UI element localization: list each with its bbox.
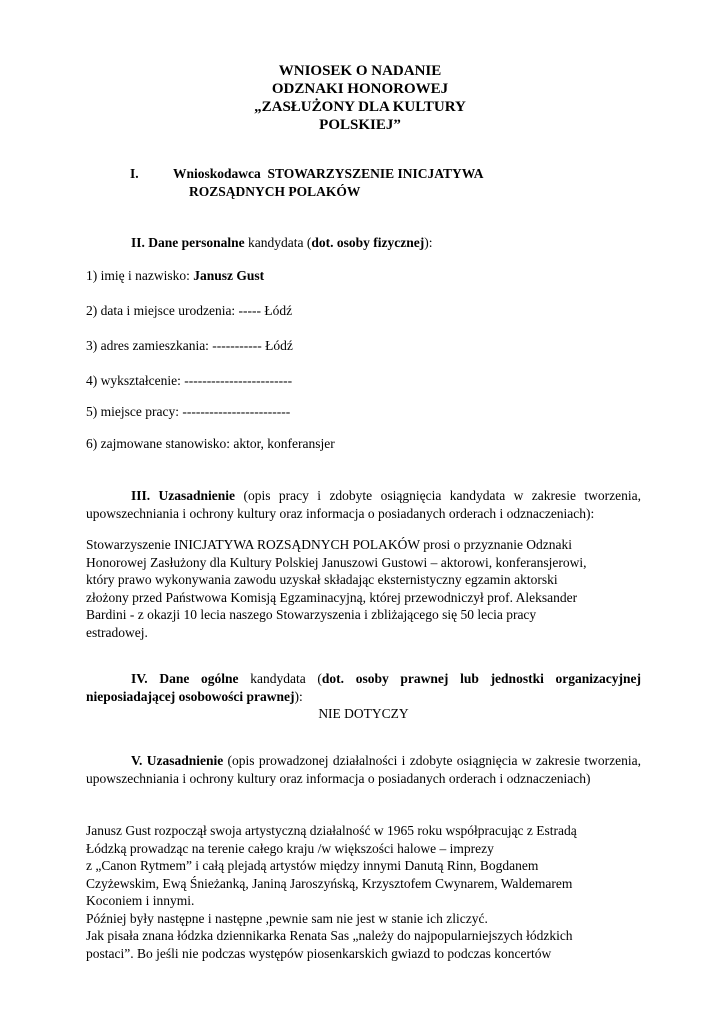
section-3-body (86, 536, 641, 641)
section-1-number: I. (130, 166, 139, 181)
title-line-2: ODZNAKI HONOROWEJ (271, 81, 449, 97)
section-3-line: Bardini - z okazji 10 lecia naszego Stowarzyszenia i zbliżającego się 50 lecia pracy (86, 607, 537, 622)
title-line-4: POLSKIEJ” (319, 117, 401, 133)
section-4-heading-mid: kandydata ( (238, 671, 322, 686)
section-5-line: Koconiem i innymi. (86, 893, 195, 908)
section-5-line: Janusz Gust rozpoczął swoja artystyczną działalność w 1965 roku współpracując z Estradą (86, 823, 577, 838)
section-1-applicant (130, 165, 483, 183)
field-name (86, 267, 264, 285)
section-4-value: NIE DOTYCZY (318, 706, 409, 721)
section-3-line: Stowarzyszenie INICJATYWA ROZSĄDNYCH POLAKÓW prosi o przyznanie Odznaki (86, 537, 573, 552)
section-2-heading-bold2: dot. osoby fizycznej (311, 235, 425, 250)
section-5-line: Czyżewskim, Ewą Śnieżanką, Janiną Jaroszyńską, Krzysztofem Cwynarem, Waldemarem (86, 875, 573, 891)
section-3-heading (86, 487, 641, 522)
section-2-heading (131, 234, 432, 252)
title-line-1: WNIOSEK O NADANIE (278, 63, 442, 79)
section-1-value-line-2: ROZSĄDNYCH POLAKÓW (189, 184, 361, 199)
section-5-heading (86, 752, 641, 787)
section-5-line: Jak pisała znana łódzka dziennikarka Renata Sas „należy do najpopularniejszych łódzkich (86, 928, 573, 943)
section-4-heading (86, 670, 641, 705)
section-5-heading-rest: (opis prowadzonej działalności i zdobyte osiągnięcia w zakresie tworzenia, upowszechniania i ochrony kultury oraz informacja o posiadanych orderach i odznaczeniach) (86, 753, 641, 786)
section-1-value-line-1: STOWARZYSZENIE INICJATYWA (267, 166, 484, 181)
section-2-heading-end: ): (424, 235, 433, 250)
section-3-line: Honorowej Zasłużony dla Kultury Polskiej Januszowi Gustowi – aktorowi, konferansjerowi, (86, 554, 587, 570)
section-5-body (86, 822, 641, 962)
title-line-3: „ZASŁUŻONY DLA KULTURY (254, 99, 466, 115)
section-5-line: z „Canon Rytmem” i całą plejadą artystów między innymi Danutą Rinn, Bogdanem (86, 858, 539, 873)
field-name-value: Janusz Gust (193, 268, 265, 283)
section-5-heading-bold: V. Uzasadnienie (131, 753, 224, 768)
section-2-heading-bold: II. Dane personalne (131, 235, 245, 250)
section-4-heading-bold2: dot. osoby prawnej lub jednostki organizacyjnej nieposiadającej osobowości prawnej (86, 671, 641, 704)
field-workplace: 5) miejsce pracy: ------------------------ (86, 404, 291, 419)
field-name-label: 1) imię i nazwisko: (86, 268, 194, 283)
section-3-line: złożony przed Państwowa Komisją Egzaminacyjną, której przewodniczył prof. Aleksander (86, 589, 578, 605)
field-birth: 2) data i miejsce urodzenia: ----- Łódź (86, 303, 293, 318)
section-5-line: Później były następne i następne ,pewnie sam nie jest w stanie ich zliczyć. (86, 910, 488, 926)
document-title (200, 62, 520, 134)
field-position: 6) zajmowane stanowisko: aktor, konferansjer (86, 436, 335, 451)
section-4-heading-bold: IV. Dane ogólne (131, 671, 239, 686)
field-address: 3) adres zamieszkania: ----------- Łódź (86, 338, 293, 353)
field-education: 4) wykształcenie: ------------------------ (86, 373, 293, 388)
section-5-line: postaci”. Bo jeśli nie podczas występów piosenkarskich gwiazd to podczas koncertów (86, 945, 552, 961)
section-3-line: estradowej. (86, 624, 148, 640)
section-2-heading-mid: kandydata ( (244, 235, 312, 250)
section-3-heading-bold: III. Uzasadnienie (131, 488, 236, 503)
section-3-line: który prawo wykonywania zawodu uzyskał składając eksternistyczny egzamin aktorski (86, 572, 558, 587)
section-3-heading-rest: (opis pracy i zdobyte osiągnięcia kandydata w zakresie tworzenia, upowszechniania i ochrony kultury oraz informacja o posiadanych orderach i odznaczeniach): (86, 488, 642, 521)
section-5-line: Łódzką prowadząc na terenie całego kraju /w większości halowe – imprezy (86, 840, 494, 856)
section-4-heading-end: ): (294, 688, 303, 704)
section-1-label: Wnioskodawca (173, 166, 261, 181)
